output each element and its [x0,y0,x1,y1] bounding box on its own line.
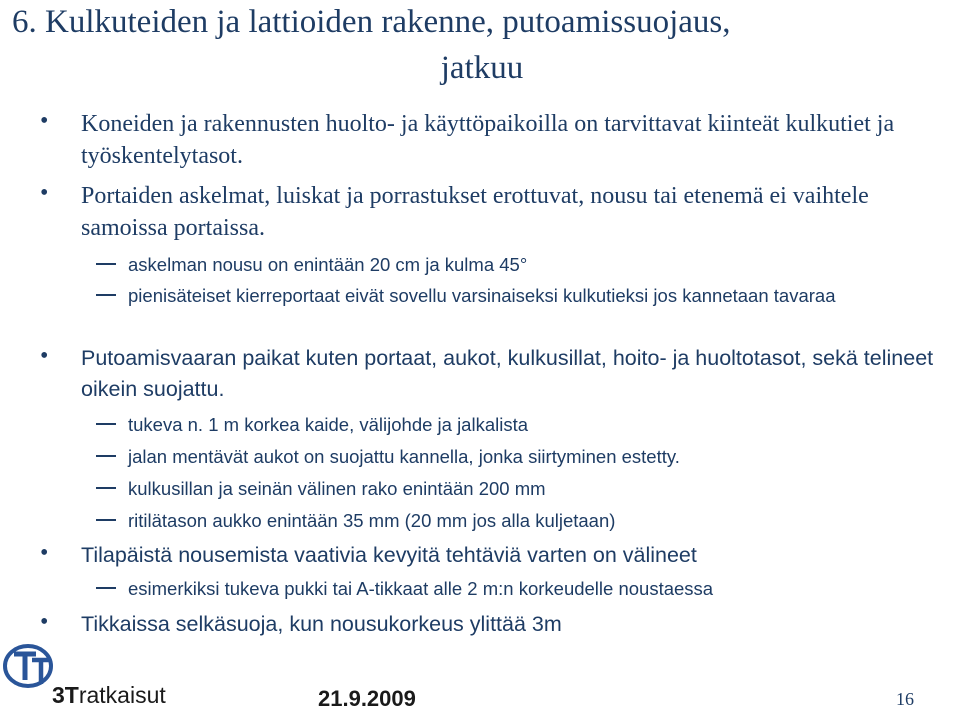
sub-bullet-text: pienisäteiset kierreportaat eivät sovellu varsinaiseksi kulkutieksi jos kannetaan tavaraa [128,285,836,306]
sub-bullet-text: esimerkiksi tukeva pukki tai A-tikkaat alle 2 m:n korkeudelle noustaessa [128,578,714,599]
company-logo [2,640,182,710]
bullet-dot-icon: • [40,343,49,369]
dash-icon [96,294,116,296]
bullet-text: Portaiden askelmat, luiskat ja porrastukset erottuvat, nousu tai etenemä ei vaihtele samoissa portaissa. [81,183,869,241]
dash-icon [96,487,116,489]
bullet-dot-icon: • [40,609,49,635]
dash-icon [96,455,116,457]
bullet-text: Putoamisvaaran paikat kuten portaat, aukot, kulkusillat, hoito- ja huoltotasot, sekä telineet oikein suojattu. [81,346,934,401]
sub-bullet-text: ritilätason aukko enintään 35 mm (20 mm jos alla kuljetaan) [128,510,616,531]
sub-bullet-text: tukeva n. 1 m korkea kaide, välijohde ja jalkalista [128,414,529,435]
bullet-text: Tikkaissa selkäsuoja, kun nousukorkeus ylittää 3m [81,612,562,636]
dash-icon [96,587,116,589]
bullet-text: Koneiden ja rakennusten huolto- ja käyttöpaikoilla on tarvittavat kiinteät kulkutiet ja työskentelytasot. [81,111,895,169]
sub-bullet-text: jalan mentävät aukot on suojattu kannella, jonka siirtyminen estetty. [128,446,680,467]
footer-date: 21.9.2009 [318,686,416,711]
slide-title-line-1: 6. Kulkuteiden ja lattioiden rakenne, putoamissuojaus, [12,4,731,40]
logo-text [52,684,166,707]
dash-icon [96,423,116,425]
bullet-text: Tilapäistä nousemista vaativia kevyitä tehtäviä varten on välineet [81,543,697,567]
sub-bullet-text: askelman nousu on enintään 20 cm ja kulma 45° [128,254,528,275]
slide-title-line-2: jatkuu [440,50,524,86]
bullet-dot-icon: • [40,108,49,134]
bullet-dot-icon: • [40,540,49,566]
dash-icon [96,263,116,265]
bullet-dot-icon: • [40,180,49,206]
logo-text-rest: ratkaisut [78,682,166,708]
3t-ratkaisut-logo-icon [2,640,58,690]
page-number: 16 [896,689,914,709]
dash-icon [96,519,116,521]
sub-bullet-text: kulkusillan ja seinän välinen rako enintään 200 mm [128,478,546,499]
logo-text-bold: 3T [52,682,79,708]
